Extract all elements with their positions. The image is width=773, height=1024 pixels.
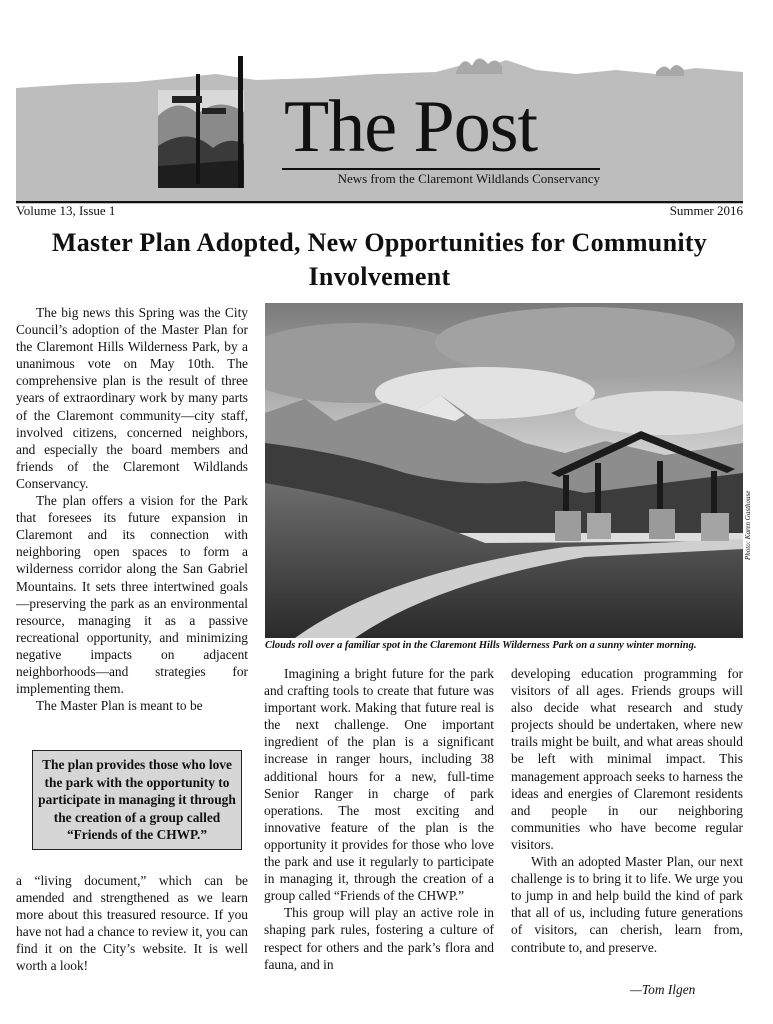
volume-issue: Volume 13, Issue 1 bbox=[16, 203, 116, 218]
masthead-subtitle: News from the Claremont Wildlands Conservancy bbox=[337, 171, 600, 186]
photo-caption: Clouds roll over a familiar spot in the Claremont Hills Wilderness Park on a sunny winter morning. bbox=[265, 640, 697, 651]
article-column-2 bbox=[264, 665, 494, 973]
pull-quote: The plan provides those who love the park with the opportunity to participate in managing it through the creation of a group called “Friends of the CHWP.” bbox=[32, 750, 242, 850]
article-paragraph: Imagining a bright future for the park and crafting tools to create that future was important work. Making that future real is the next challenge. One important ingredient of the plan is a significant increase in ranger hours, including 38 additional hours for a new, full-time Senior Ranger in charge of park operations. The most exciting and innovative feature of the plan is the opportunity it provides for those who love the park and use it regularly to participate in managing it, through the creation of a group called “Friends of the CHWP.” bbox=[264, 666, 494, 904]
article-column-3 bbox=[511, 665, 743, 956]
article-paragraph: The plan offers a vision for the Park that foresees its future expansion in Claremont and its connection with neighboring open spaces to form a wilderness corridor along the San Gabriel Mountains. It sets three intertwined goals—preserving the park as an environmental resource, managing it as a passive recreational opportunity, and minimizing negative impacts on adjacent neighborhoods—and strategies for implementing them. bbox=[16, 493, 248, 697]
article-paragraph: The big news this Spring was the City Council’s adoption of the Master Plan for the Claremont Hills Wilderness Park, by a unanimous vote on May 10th. The comprehensive plan is the result of three years of extraordinary work by many parts of the Claremont community—city staff, involved citizens, concerned neighbors, and especially the board members and friends of the Claremont Wildlands Conservancy. bbox=[16, 305, 248, 491]
trail-sign-photo bbox=[158, 56, 244, 188]
article-paragraph: The Master Plan is meant to be bbox=[36, 698, 203, 714]
masthead-title: The Post bbox=[284, 86, 538, 168]
article-paragraph: developing education programming for visitors of all ages. Friends groups will also decide what research and study projects should be undertaken, where new trails might be built, and what areas should be left with minimal impact. This management approach seeks to harness the ideas and energies of Claremont residents and people in our neighboring communities who have become regular visitors. bbox=[511, 666, 743, 852]
photo-credit: Photo: Karen Gasthouse bbox=[744, 490, 752, 560]
article-column-1-top bbox=[16, 304, 248, 714]
masthead bbox=[16, 48, 743, 204]
author-signature: —Tom Ilgen bbox=[630, 982, 696, 997]
park-shelter-photo bbox=[265, 303, 743, 638]
article-paragraph: This group will play an active role in shaping park rules, fostering a culture of respect for others and the park’s flora and fauna, and in bbox=[264, 905, 494, 972]
masthead-rule bbox=[282, 168, 600, 170]
issue-rule bbox=[16, 201, 743, 203]
article-headline: Master Plan Adopted, New Opportunities for Community Involvement bbox=[51, 228, 708, 291]
issue-season: Summer 2016 bbox=[669, 203, 743, 218]
article-paragraph: With an adopted Master Plan, our next challenge is to bring it to life. We urge you to jump in and help build the kind of park that all of us, including future generations of visitors, can cherish, learn from, contribute to, and preserve. bbox=[511, 854, 743, 955]
article-column-1-bottom bbox=[16, 872, 248, 975]
article-paragraph: a “living document,” which can be amended and strengthened as we learn more about this treasured resource. If you have not had a chance to review it, you can find it on the City’s website. It is well worth a look! bbox=[16, 873, 248, 974]
